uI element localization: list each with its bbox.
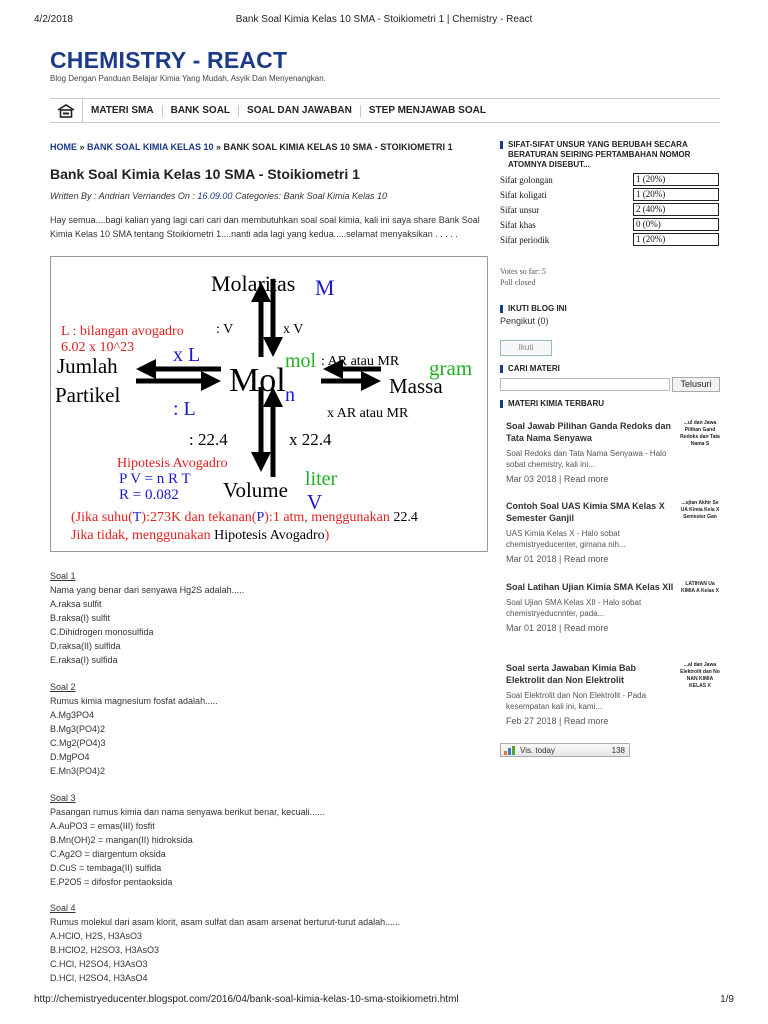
question-option: C.Ag2O = diargentum oksida (50, 849, 166, 859)
poll-row (500, 218, 720, 233)
label-n: n (285, 384, 295, 406)
question-option: E.P2O5 = difosfor pentaoksida (50, 877, 173, 887)
label-gram: gram (429, 356, 473, 380)
label-l-def: L : bilangan avogadro (61, 324, 184, 339)
read-more-link[interactable]: Read more (563, 554, 609, 564)
question-option: A.HClO, H2S, H3AsO3 (50, 931, 143, 941)
follow-title: IKUTI BLOG INI (500, 304, 567, 314)
poll-option-label: Sifat khas (500, 220, 536, 230)
question-heading: Soal 1 (50, 571, 76, 581)
follower-count: Pengikut (0) (500, 316, 549, 326)
question-text: Rumus kimia magnesium fosfat adalah..... (50, 696, 218, 706)
nav-item-soal-dan-jawaban[interactable]: SOAL DAN JAWABAN (239, 105, 361, 117)
main-nav (50, 98, 720, 123)
breadcrumb-separator: » (77, 142, 88, 152)
question-heading: Soal 3 (50, 793, 76, 803)
post-intro: Hay semua....bagi kalian yang lagi cari cari dan membutuhkan soal soal kimia, kali ini saya share Bank Soal Kimia Kelas 10 SMA tentang Stoikiometri 1....nanti ada lagi yang kedua.....selamat menyaksikan . . . . . (50, 215, 480, 239)
label-div-l: : L (173, 398, 196, 420)
label-div-224: : 22.4 (189, 430, 228, 449)
breadcrumb (50, 142, 490, 153)
question-option: C.HCl, H2SO4, H3AsO3 (50, 959, 148, 969)
search-input[interactable] (500, 378, 670, 391)
read-more-link[interactable]: Read more (563, 716, 609, 726)
label-note-line1: (Jika suhu(T):273K dan tekanan(P):1 atm, menggunakan 22.4 (71, 510, 418, 525)
label-hipotesis: Hipotesis Avogadro (117, 456, 228, 471)
label-times-v: x V (283, 322, 304, 337)
post-categories-label: Categories: (232, 191, 284, 201)
nav-item-step-menjawab-soal[interactable]: STEP MENJAWAB SOAL (368, 104, 486, 116)
question-option: A.raksa sulfit (50, 599, 102, 609)
label-pv: P V = n R T (119, 471, 191, 487)
poll-footer (500, 266, 546, 288)
recent-article-excerpt: Soal Ujian SMA Kelas XII - Halo sobat chemistryeducnnter, pada... (506, 598, 642, 618)
label-div-v: : V (216, 322, 234, 337)
recent-article-date: Mar 01 2018 (506, 623, 557, 633)
label-volume: Volume (223, 478, 288, 502)
visitor-counter-label: Vis. today (520, 746, 555, 755)
visitor-counter[interactable] (500, 743, 630, 757)
question-heading: Soal 2 (50, 682, 76, 692)
question-option: B.Mg3(PO4)2 (50, 724, 106, 734)
question-option: B.raksa(I) sulfit (50, 613, 111, 623)
post-meta (50, 191, 387, 201)
home-icon[interactable] (50, 99, 83, 122)
recent-article-thumbnail[interactable]: ...ujian Akhir Se UA Kimia Kela X Semester Gan (680, 500, 720, 520)
poll-row (500, 188, 720, 203)
nav-item-bank-soal[interactable]: BANK SOAL (163, 105, 239, 117)
question-option: E.raksa(I) sulfida (50, 655, 118, 665)
follow-button[interactable]: Ikuti (500, 340, 552, 356)
label-avogadro: 6.02 x 10^23 (61, 340, 135, 355)
poll-option-label: Sifat koligati (500, 190, 547, 200)
label-div-ar: : AR atau MR (321, 354, 400, 369)
question-option: C.Mg2(PO4)3 (50, 738, 106, 748)
poll-title: SIFAT-SIFAT UNSUR YANG BERUBAH SECARA BERATURAN SEIRING PERTAMBAHAN NOMOR ATOMNYA DISEBUT... (500, 140, 722, 170)
read-more-link[interactable]: Read more (563, 623, 609, 633)
poll-option-label: Sifat unsur (500, 205, 540, 215)
question-option: D.MgPO4 (50, 752, 90, 762)
breadcrumb-home[interactable]: HOME (50, 142, 77, 152)
question-text: Pasangan rumus kimia dan nama senyawa berikut benar, kecuali...... (50, 807, 325, 817)
question-option: B.HClO2, H2SO3, H3AsO3 (50, 945, 160, 955)
poll-option-label: Sifat periodik (500, 235, 550, 245)
label-x-224: x 22.4 (289, 430, 332, 449)
diagram-svg (51, 257, 487, 551)
poll-row (500, 203, 720, 218)
breadcrumb-current: BANK SOAL KIMIA KELAS 10 SMA - STOIKIOMETRI 1 (223, 142, 453, 152)
print-date: 4/2/2018 (34, 14, 73, 25)
poll-row (500, 173, 720, 188)
recent-article-excerpt: Soal Elektrolit dan Non Elektrolit - Pada kesempatan kali ini, kami... (506, 691, 647, 711)
question-4 (50, 901, 490, 985)
bar-chart-icon (504, 746, 516, 757)
blog-description: Blog Dengan Panduan Belajar Kimia Yang Mudah, Asyik Dan Menyenangkan. (50, 74, 326, 83)
question-option: D.raksa(II) sulfida (50, 641, 121, 651)
recent-article (506, 420, 722, 484)
label-jumlah: Jumlah (57, 354, 118, 378)
recent-article-thumbnail[interactable]: LATIHAN Ua KIMIA A Kelas X (680, 581, 720, 594)
label-x-l: x L (173, 344, 201, 366)
print-header (34, 14, 734, 28)
poll-option-label: Sifat golongan (500, 175, 553, 185)
question-option: A.AuPO3 = emas(III) fosfit (50, 821, 155, 831)
recent-article-thumbnail[interactable]: ...ul dan Jawa Pilihan Gand Redoks dan Tata Nama S (680, 420, 720, 447)
recent-article-title[interactable]: Contoh Soal UAS Kimia SMA Kelas X Semester Ganjil (506, 501, 665, 523)
poll-option-value: 0 (0%) (633, 218, 719, 231)
question-option: D.HCl, H2SO4, H3AsO4 (50, 973, 148, 983)
breadcrumb-category[interactable]: BANK SOAL KIMIA KELAS 10 (87, 142, 214, 152)
recent-article-meta: Feb 27 2018 | Read more (506, 716, 609, 726)
recent-article-meta: Mar 03 2018 | Read more (506, 474, 609, 484)
poll-results (500, 173, 720, 248)
poll-option-value: 1 (20%) (633, 188, 719, 201)
label-mol-green: mol (285, 350, 317, 372)
question-text: Rumus molekul dari asam klorit, asam sulfat dan asam arsenat berturut-turut adalah...... (50, 917, 401, 927)
label-note-line2: Jika tidak, menggunakan Hipotesis Avogadro) (71, 528, 330, 543)
nav-item-materi-sma[interactable]: MATERI SMA (83, 105, 163, 117)
label-m: M (315, 275, 335, 300)
poll-option-value: 1 (20%) (633, 173, 719, 186)
recent-article-title[interactable]: Soal serta Jawaban Kimia Bab Elektrolit dan Non Elektrolit (506, 663, 637, 685)
question-text: Nama yang benar dari senyawa Hg2S adalah..... (50, 585, 245, 595)
recent-article-date: Mar 01 2018 (506, 554, 557, 564)
question-option: B.Mn(OH)2 = mangan(II) hidroksida (50, 835, 193, 845)
poll-votes: Votes so far: 5 (500, 267, 546, 276)
read-more-link[interactable]: Read more (563, 474, 609, 484)
label-r: R = 0.082 (119, 487, 179, 503)
recent-article-meta: Mar 01 2018 | Read more (506, 554, 609, 564)
breadcrumb-separator: » (213, 142, 224, 152)
recent-article-title[interactable]: Soal Jawab Pilihan Ganda Redoks dan Tata Nama Senyawa (506, 421, 672, 443)
recent-article-title[interactable]: Soal Latihan Ujian Kimia SMA Kelas XII (506, 582, 674, 592)
search-button[interactable]: Telusuri (672, 377, 720, 392)
recent-article-excerpt: Soal Redoks dan Tata Nama Senyawa - Halo sobat chemistry, kali ini... (506, 449, 667, 469)
question-option: A.Mg3PO4 (50, 710, 95, 720)
search-title: CARI MATERI (500, 364, 560, 374)
label-massa: Massa (389, 374, 443, 398)
recent-article (506, 662, 722, 726)
recent-article-date: Feb 27 2018 (506, 716, 557, 726)
post-title: Bank Soal Kimia Kelas 10 SMA - Stoikiometri 1 (50, 166, 360, 182)
blog-title[interactable]: CHEMISTRY - REACT (50, 47, 288, 73)
recent-article-excerpt: UAS Kimia Kelas X - Halo sobat chemistryeducenter, gimana nih... (506, 529, 626, 549)
print-footer (34, 994, 734, 1008)
poll-status: Poll closed (500, 278, 536, 287)
post-category-link[interactable]: Bank Soal Kimia Kelas 10 (283, 191, 388, 201)
question-3 (50, 791, 490, 889)
recent-article-thumbnail[interactable]: ...al dan Jawa Elektrolit dan No NAN KIMIA KELAS X (680, 662, 720, 689)
question-option: E.Mn3(PO4)2 (50, 766, 106, 776)
question-heading: Soal 4 (50, 903, 76, 913)
recent-article-date: Mar 03 2018 (506, 474, 557, 484)
label-partikel: Partikel (55, 383, 121, 407)
recent-title: MATERI KIMIA TERBARU (500, 399, 604, 409)
question-2 (50, 680, 490, 778)
label-x-ar: x AR atau MR (327, 406, 409, 421)
stoikiometri-diagram (50, 256, 488, 552)
recent-article (506, 581, 722, 633)
visitor-counter-value: 138 (611, 746, 625, 755)
poll-option-value: 2 (40%) (633, 203, 719, 216)
question-1 (50, 569, 490, 667)
poll-option-value: 1 (20%) (633, 233, 719, 246)
label-liter: liter (305, 468, 338, 490)
question-option: D.CuS = tembaga(II) sulfida (50, 863, 162, 873)
print-page-title: Bank Soal Kimia Kelas 10 SMA - Stoikiometri 1 | Chemistry - React (235, 14, 533, 25)
label-mol-center: Mol (229, 362, 286, 399)
recent-article (506, 500, 722, 564)
post-author: Written By : Andrian Vernandes On : (50, 191, 198, 201)
print-page-number: 1/9 (720, 994, 734, 1005)
poll-row (500, 233, 720, 248)
post-time[interactable]: 16.09.00 (197, 191, 233, 201)
label-v: V (307, 490, 323, 514)
print-url: http://chemistryeducenter.blogspot.com/2016/04/bank-soal-kimia-kelas-10-sma-stoikiometri.html (34, 994, 459, 1005)
recent-article-meta: Mar 01 2018 | Read more (506, 623, 609, 633)
label-molaritas: Molaritas (211, 271, 296, 296)
question-option: C.Dihidrogen monosulfida (50, 627, 154, 637)
